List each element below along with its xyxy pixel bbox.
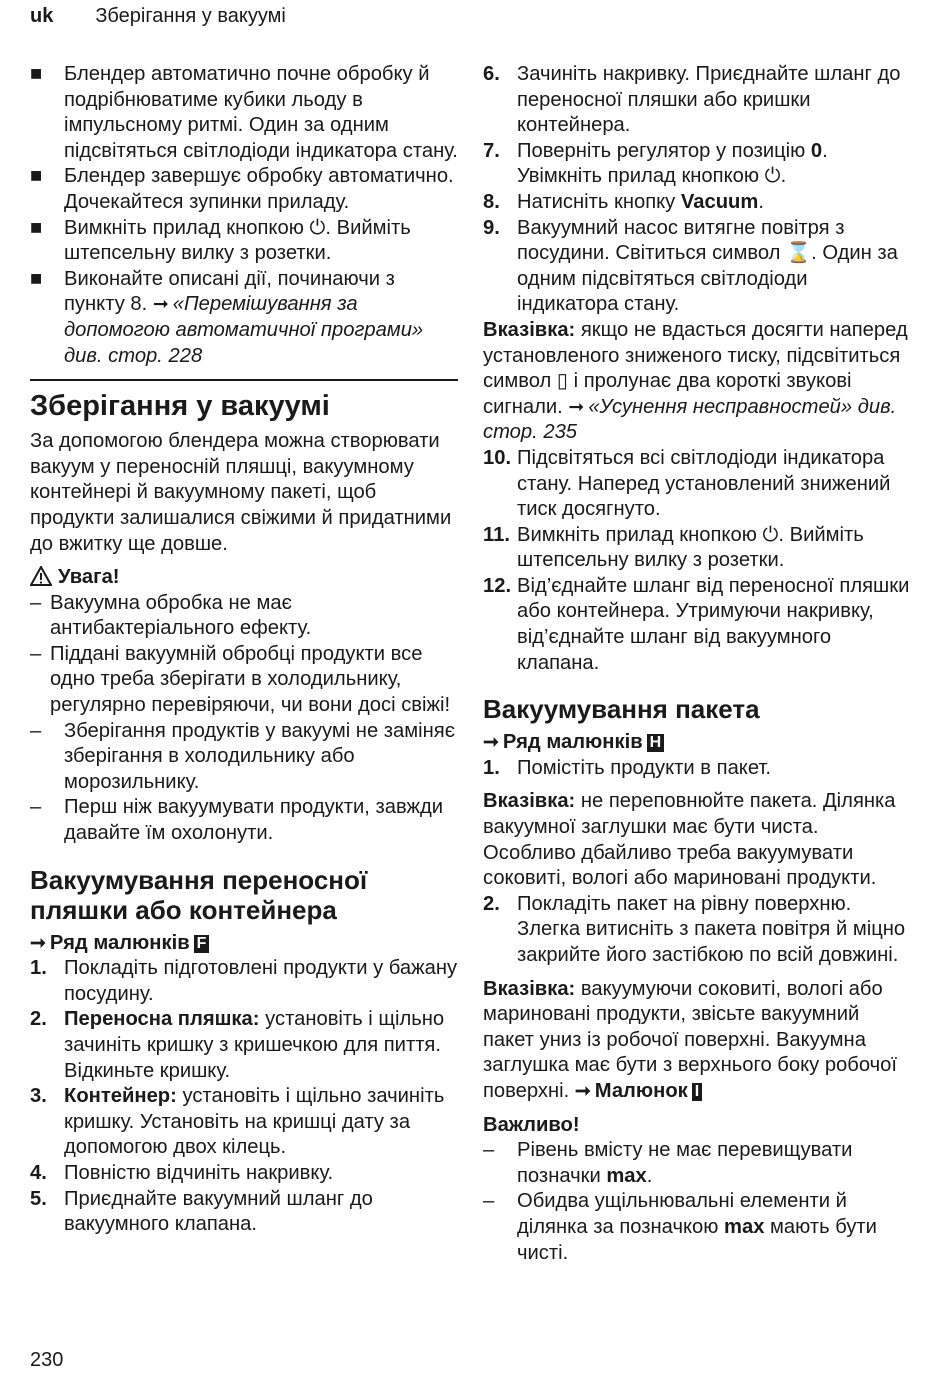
step-item: 8. Натисніть кнопку Vacuum. (483, 190, 764, 213)
figure-reference: ➞ Ряд малюнків H (483, 730, 913, 756)
list-item: – Обидва ущільнювальні елементи й ділянка за позначкою max мають бути чисті. (483, 1189, 913, 1266)
step-item: 10. Підсвітяться всі світлодіоди індикатора стану. Наперед установлений знижений тиск досягнуто. (483, 446, 891, 521)
arrow-right-icon: ➞ (152, 294, 169, 316)
figure-reference: ➞ Ряд малюнків F (30, 931, 458, 957)
note: Вказівка: не переповнюйте пакета. Ділянка вакуумної заглушки має бути чиста. Особливо дбайливо треба вакуумувати соковиті, вологі або мариновані продукти. (483, 790, 896, 890)
section-intro: За допомогою блендера можна створювати вакуум у переносній пляшці, вакуумному контейнері й вакуумному пакеті, щоб продукти залишалися свіжими й придатними до вжитку ще довше. (30, 430, 452, 555)
bullet-icon: ■ (30, 216, 43, 239)
right-column (483, 62, 913, 1266)
list-item: – Рівень вмісту не має перевищувати позначки max. (483, 1138, 913, 1189)
step-item: 1. Покладіть підготовлені продукти у бажану посудину. (30, 957, 458, 1005)
dash-icon: – (30, 642, 42, 665)
step-item: 12. Від’єднайте шланг від переносної пляшки або контейнера. Утримуючи накривку, від’єднайте шланг від вакуумного клапана. (483, 574, 910, 674)
figure-letter-badge: H (647, 734, 665, 752)
list-item: ■ Блендер завершує обробку автоматично. Дочекайтеся зупинки приладу. (30, 164, 458, 215)
step-item: 5. Приєднайте вакуумний шланг до вакуумного клапана. (30, 1187, 373, 1236)
step-item: 4. Повністю відчиніть накривку. (30, 1161, 334, 1184)
page-header (30, 5, 286, 28)
arrow-right-icon: ➞ (574, 1080, 591, 1102)
step-item: 1. Помістіть продукти в пакет. (483, 756, 772, 779)
dash-icon: – (30, 796, 42, 819)
header-title: Зберігання у вакуумі (95, 5, 286, 27)
cross-reference: «Усунення несправностей» див. стор. 235 (483, 395, 897, 444)
bullet-icon: ■ (30, 165, 43, 188)
step-item: 6. Зачиніть накривку. Приєднайте шланг до переносної пляшки або кришки контейнера. (483, 63, 901, 137)
bullet-icon: ■ (30, 63, 43, 85)
subsection-title: Вакуумування переносної пляшки або контейнера (30, 864, 368, 925)
dash-icon: – (483, 1139, 495, 1162)
page-number: 230 (30, 1349, 64, 1371)
bullet-icon: ■ (30, 267, 43, 290)
note: Вказівка: якщо не вдасться досягти наперед установленого зниженого тиску, підсвітиться символ ▯ і пролунає два короткі звукові сигнали. ➞ «Усунення несправностей» див. стор. 235 (483, 318, 908, 444)
important-heading: Важливо! (483, 1113, 580, 1136)
figure-letter-badge: F (194, 935, 210, 953)
note: Вказівка: вакуумуючи соковиті, вологі або мариновані продукти, звісьте вакуумний пакет униз із робочої поверхні. Вакуумна заглушка має бути з верхнього боку робочої поверхні. ➞ Малюнок I (483, 977, 897, 1102)
list-item: – Піддані вакуумній обробці продукти все одно треба зберігати в холодильнику, регулярно перевіряючи, чи вони досі свіжі! (30, 642, 458, 719)
figure-letter-badge: I (692, 1083, 702, 1101)
cross-reference: «Перемішування за допомогою автоматичної програми» див. стор. 228 (64, 293, 424, 367)
dash-icon: – (30, 719, 42, 742)
step-item: 2. Покладіть пакет на рівну поверхню. Злегка витисніть з пакета повітря й міцно закрийте його застібкою по всій довжині. (483, 892, 906, 966)
dash-icon: – (483, 1190, 495, 1213)
arrow-right-icon: ➞ (483, 732, 499, 754)
language-code: uk (30, 5, 54, 27)
list-item: – Зберігання продуктів у вакуумі не заміняє зберігання в холодильнику або морозильнику. (30, 719, 458, 796)
warning-heading: Увага! (30, 565, 458, 591)
list-item: – Вакуумна обробка не має антибактеріального ефекту. (30, 591, 458, 642)
step-item: 11. Вимкніть прилад кнопкою ⏻. Вийміть штепсельну вилку з розетки. (483, 523, 864, 572)
subsection-title: Вакуумування пакета (483, 694, 760, 725)
arrow-right-icon: ➞ (30, 932, 46, 954)
section-divider (30, 379, 458, 381)
list-item: ■ Блендер автоматично почне обробку й подрібнюватиме кубики льоду в імпульсному ритмі. Один за одним підсвітяться світлодіоди індикатора стану. (30, 62, 458, 164)
arrow-right-icon: ➞ (568, 396, 585, 418)
step-item: 9. Вакуумний насос витягне повітря з посудини. Світиться символ ⌛. Один за одним підсвітяться світлодіоди індикатора стану. (483, 216, 898, 316)
step-item: 2. Переносна пляшка: установіть і щільно зачиніть кришку з кришечкою для пиття. Відкиньте кришку. (30, 1008, 445, 1082)
list-item: ■ Вимкніть прилад кнопкою ⏻. Вийміть штепсельну вилку з розетки. (30, 216, 458, 267)
list-item: ■ Виконайте описані дії, починаючи з пункту 8. ➞ «Перемішування за допомогою автоматичної програми» див. стор. 228 (30, 267, 458, 369)
warning-icon (30, 566, 52, 586)
list-item: – Перш ніж вакуумувати продукти, завжди давайте їм охолонути. (30, 795, 458, 846)
dash-icon: – (30, 591, 42, 614)
section-title: Зберігання у вакуумі (30, 390, 330, 423)
step-item: 3. Контейнер: установіть і щільно зачиніть кришку. Установіть на кришці дату за допомогою двох кілець. (30, 1085, 445, 1159)
left-column (30, 62, 458, 1238)
step-item: 7. Поверніть регулятор у позицію 0. Увімкніть прилад кнопкою ⏻. (483, 139, 828, 188)
